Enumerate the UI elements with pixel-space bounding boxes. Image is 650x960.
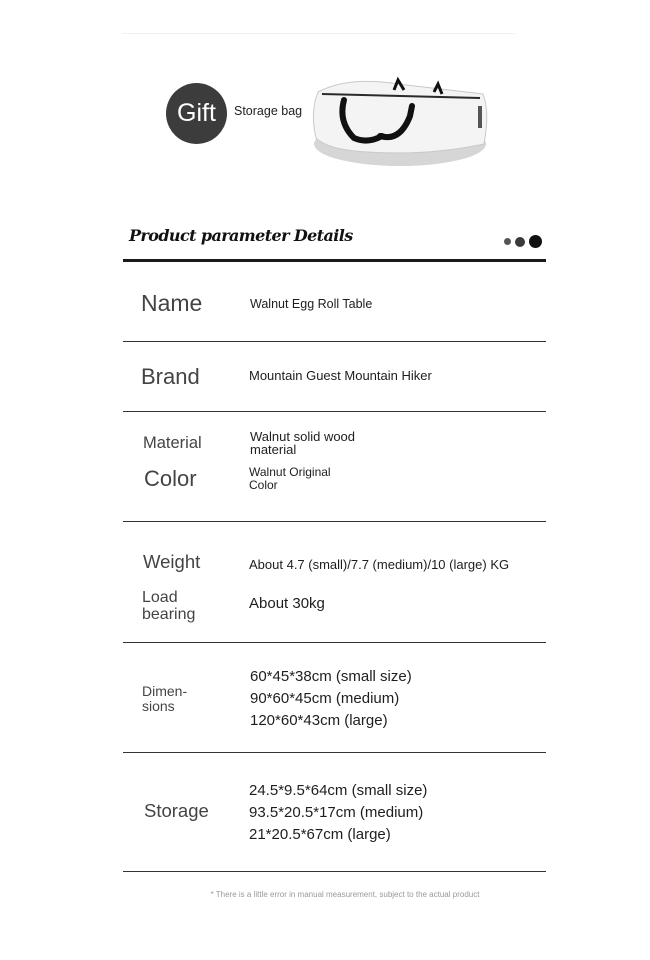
weight-value: About 4.7 (small)/7.7 (medium)/10 (large) KG	[249, 557, 510, 572]
material-label: Material	[143, 434, 202, 452]
dot-small	[504, 238, 511, 245]
brand-label: Brand	[141, 364, 200, 389]
storage-large: 21*20.5*67cm (large)	[249, 826, 391, 843]
row-divider	[123, 642, 546, 643]
weight-label: Weight	[143, 551, 201, 572]
dimensions-large: 120*60*43cm (large)	[250, 712, 388, 729]
color-value-line2: Color	[249, 478, 278, 492]
dot-large	[529, 235, 542, 248]
dimensions-label	[142, 684, 187, 713]
dot-medium	[515, 237, 525, 247]
brand-value: Mountain Guest Mountain Hiker	[249, 368, 432, 383]
gift-label: Storage bag	[234, 104, 303, 118]
material-value-line1: Walnut solid wood	[250, 429, 356, 444]
dimensions-label-line1: Dimen-	[142, 683, 188, 699]
storage-values	[249, 780, 427, 846]
row-divider	[123, 411, 546, 412]
storage-label: Storage	[144, 800, 209, 821]
name-value: Walnut Egg Roll Table	[250, 297, 373, 311]
section-title: Product parameter Details	[129, 226, 353, 245]
storage-small: 24.5*9.5*64cm (small size)	[249, 782, 428, 799]
decorative-dots	[504, 235, 542, 248]
top-divider	[122, 33, 515, 34]
material-value-line2: material	[250, 442, 297, 457]
dimensions-small: 60*45*38cm (small size)	[250, 668, 412, 685]
storage-medium: 93.5*20.5*17cm (medium)	[249, 804, 424, 821]
name-label: Name	[141, 290, 203, 316]
color-value-line1: Walnut Original	[249, 465, 331, 479]
load-value: About 30kg	[249, 595, 325, 612]
color-label: Color	[144, 466, 197, 491]
row-divider	[123, 871, 546, 872]
load-label	[142, 590, 195, 624]
footnote: * There is a little error in manual measurement, subject to the actual product	[210, 890, 480, 899]
row-divider	[123, 341, 546, 342]
row-divider	[123, 521, 546, 522]
dimensions-label-line2: sions	[142, 697, 175, 714]
load-label-line2: bearing	[142, 605, 196, 623]
storage-bag-image	[308, 72, 493, 170]
load-label-line1: Load	[142, 589, 178, 606]
header-rule	[123, 259, 546, 262]
material-value	[250, 430, 355, 456]
dimensions-values	[250, 666, 412, 732]
gift-badge	[166, 83, 227, 144]
color-value	[249, 466, 331, 492]
row-divider	[123, 752, 546, 753]
gift-badge-text: Gift	[177, 99, 216, 127]
dimensions-medium: 90*60*45cm (medium)	[250, 690, 400, 707]
